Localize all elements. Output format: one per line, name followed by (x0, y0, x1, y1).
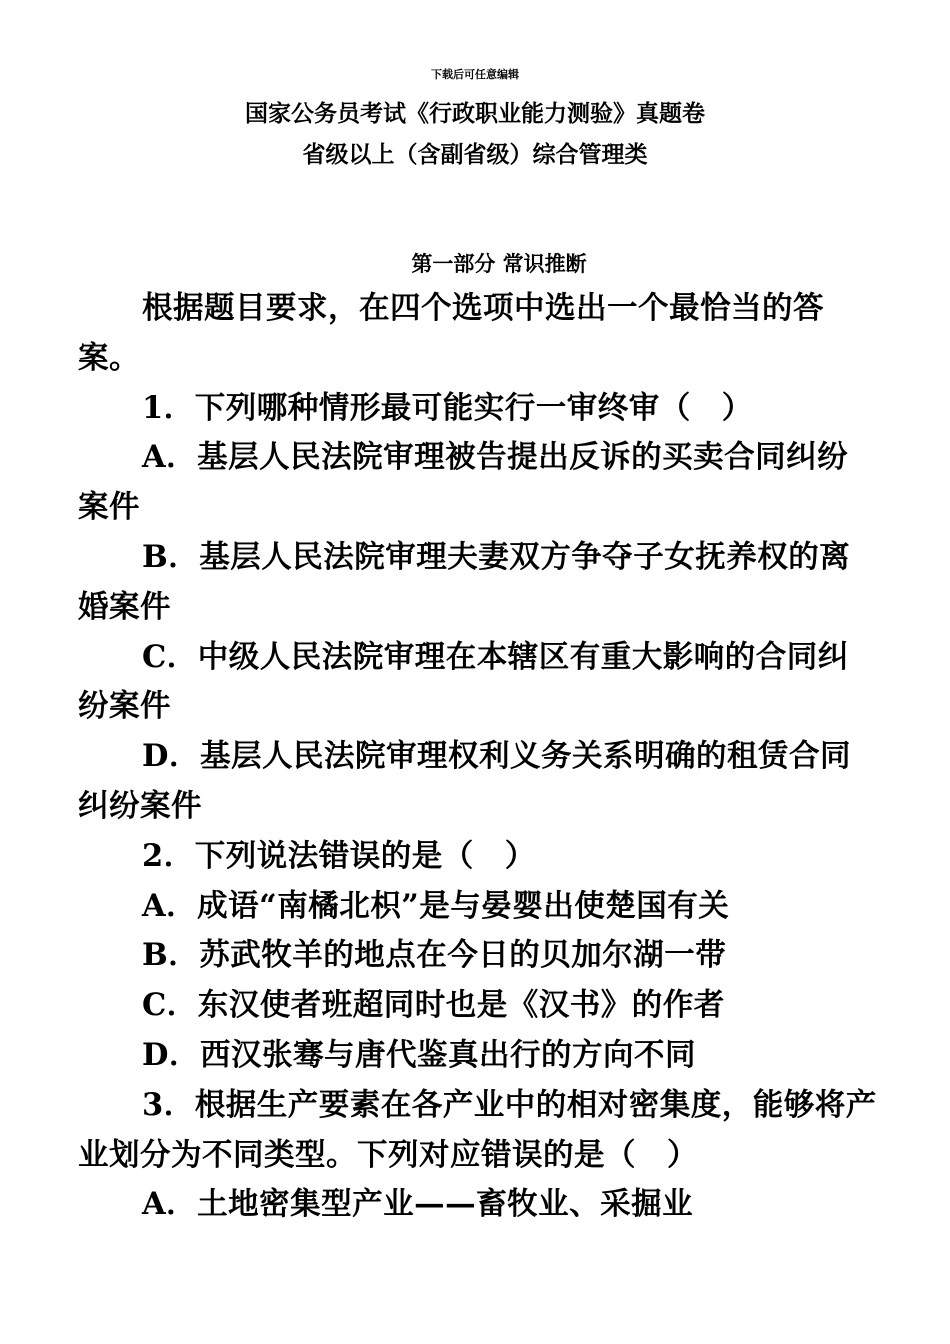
instruction-paragraph: 根据题目要求，在四个选项中选出一个最恰当的答案。 (78, 290, 824, 376)
question-2-option-b: B．苏武牧羊的地点在今日的贝加尔湖一带 (142, 937, 727, 974)
question-2-option-a: A．成语“南橘北枳”是与晏婴出使楚国有关 (142, 887, 730, 924)
question-1: 1．下列哪种情形最可能实行一审终审（ ） (142, 389, 753, 426)
header-note: 下载后可任意编辑 (431, 68, 519, 81)
section-title: 第一部分 常识推断 (411, 251, 587, 276)
question-1-option-d: D．基层人民法院审理权利义务关系明确的租赁合同纠纷案件 (78, 738, 851, 824)
question-3: 3．根据生产要素在各产业中的相对密集度，能够将产业划分为不同类型。下列对应错误的是（ ） (78, 1086, 877, 1173)
question-2-option-d: D．西汉张骞与唐代鉴真出行的方向不同 (142, 1036, 696, 1073)
question-1-option-c: C．中级人民法院审理在本辖区有重大影响的合同纠纷案件 (78, 638, 849, 725)
question-1-option-b: B．基层人民法院审理夫妻双方争夺子女抚养权的离婚案件 (78, 538, 851, 625)
question-2: 2．下列说法错误的是（ ） (142, 837, 536, 874)
document-subtitle: 省级以上（含副省级）综合管理类 (302, 141, 648, 168)
question-3-option-a: A．土地密集型产业——畜牧业、采掘业 (142, 1186, 694, 1223)
document-title: 国家公务员考试《行政职业能力测验》真题卷 (245, 100, 705, 127)
document-body (78, 284, 878, 1230)
question-1-option-a: A．基层人民法院审理被告提出反诉的买卖合同纠纷案件 (78, 439, 849, 526)
question-2-option-c: C．东汉使者班超同时也是《汉书》的作者 (142, 987, 725, 1024)
